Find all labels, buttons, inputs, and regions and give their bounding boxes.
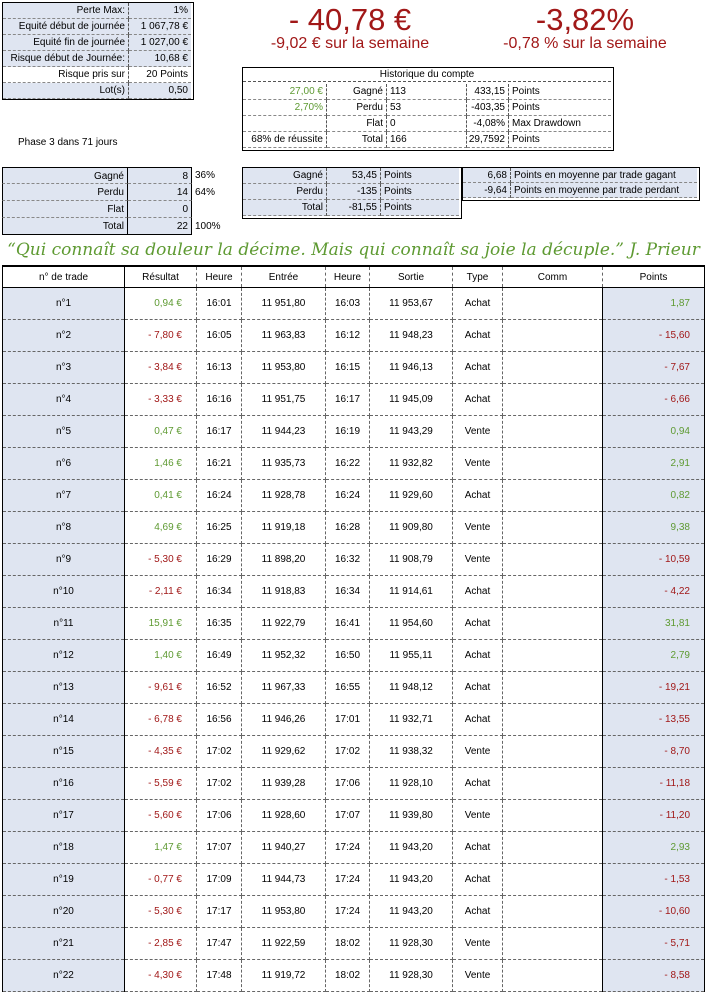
trade-time-in: 16:13 bbox=[197, 352, 242, 384]
history-count: 53 bbox=[387, 100, 467, 116]
trade-type: Achat bbox=[453, 864, 503, 896]
table-row bbox=[3, 352, 705, 384]
header-trade-number: n° de trade bbox=[3, 266, 125, 288]
trade-type: Achat bbox=[453, 480, 503, 512]
trade-exit: 11 946,13 bbox=[370, 352, 453, 384]
table-row bbox=[3, 416, 705, 448]
history-value: 433,15 bbox=[467, 84, 509, 100]
trade-time-out: 16:22 bbox=[326, 448, 370, 480]
trade-result: - 9,61 € bbox=[125, 672, 197, 704]
trade-type: Achat bbox=[453, 320, 503, 352]
trade-time-in: 16:49 bbox=[197, 640, 242, 672]
table-row bbox=[3, 800, 705, 832]
count-value: 14 bbox=[128, 184, 192, 201]
count-value: 8 bbox=[128, 167, 192, 184]
table-row bbox=[3, 704, 705, 736]
trade-exit: 11 932,82 bbox=[370, 448, 453, 480]
trade-exit: 11 938,32 bbox=[370, 736, 453, 768]
trade-comm bbox=[503, 704, 603, 736]
table-row bbox=[3, 864, 705, 896]
trade-points: 2,93 bbox=[603, 832, 705, 864]
trade-exit: 11 943,20 bbox=[370, 864, 453, 896]
trade-time-out: 16:41 bbox=[326, 608, 370, 640]
trade-comm bbox=[503, 736, 603, 768]
count-label: Perdu bbox=[2, 184, 128, 201]
trade-entry: 11 967,33 bbox=[242, 672, 326, 704]
trade-exit: 11 953,67 bbox=[370, 288, 453, 320]
count-label: Flat bbox=[2, 201, 128, 218]
trade-points: 0,82 bbox=[603, 480, 705, 512]
trade-time-in: 17:09 bbox=[197, 864, 242, 896]
table-row bbox=[3, 512, 705, 544]
trade-number: n°17 bbox=[3, 800, 125, 832]
trade-time-in: 16:01 bbox=[197, 288, 242, 320]
trade-time-in: 17:47 bbox=[197, 928, 242, 960]
count-value: 22 bbox=[128, 218, 192, 235]
trade-exit: 11 939,80 bbox=[370, 800, 453, 832]
trade-type: Achat bbox=[453, 352, 503, 384]
table-row bbox=[3, 896, 705, 928]
trade-points: 2,91 bbox=[603, 448, 705, 480]
trade-result: - 2,11 € bbox=[125, 576, 197, 608]
history-count: 113 bbox=[387, 84, 467, 100]
trade-comm bbox=[503, 480, 603, 512]
trade-exit: 11 954,60 bbox=[370, 608, 453, 640]
trade-type: Achat bbox=[453, 576, 503, 608]
table-row bbox=[3, 384, 705, 416]
trade-entry: 11 939,28 bbox=[242, 768, 326, 800]
trade-time-out: 16:15 bbox=[326, 352, 370, 384]
trade-result: - 5,59 € bbox=[125, 768, 197, 800]
trade-comm bbox=[503, 960, 603, 992]
trade-time-in: 16:52 bbox=[197, 672, 242, 704]
trade-number: n°11 bbox=[3, 608, 125, 640]
trade-type: Vente bbox=[453, 800, 503, 832]
history-count: 166 bbox=[387, 132, 467, 148]
trade-exit: 11 943,20 bbox=[370, 832, 453, 864]
trade-result: - 6,78 € bbox=[125, 704, 197, 736]
trade-entry: 11 946,26 bbox=[242, 704, 326, 736]
points-unit: Points bbox=[381, 184, 459, 200]
trade-exit: 11 928,30 bbox=[370, 928, 453, 960]
trade-result: - 4,35 € bbox=[125, 736, 197, 768]
trade-comm bbox=[503, 512, 603, 544]
trade-points: 2,79 bbox=[603, 640, 705, 672]
trade-time-in: 16:16 bbox=[197, 384, 242, 416]
trade-result: 4,69 € bbox=[125, 512, 197, 544]
points-value: -135 bbox=[327, 184, 381, 200]
trade-result: 1,40 € bbox=[125, 640, 197, 672]
header-comm: Comm bbox=[503, 266, 603, 288]
trade-points: 1,87 bbox=[603, 288, 705, 320]
trade-points: - 10,59 bbox=[603, 544, 705, 576]
trade-comm bbox=[503, 352, 603, 384]
trade-number: n°3 bbox=[3, 352, 125, 384]
trade-number: n°8 bbox=[3, 512, 125, 544]
trade-type: Vente bbox=[453, 416, 503, 448]
trade-comm bbox=[503, 544, 603, 576]
trade-time-in: 16:56 bbox=[197, 704, 242, 736]
account-history bbox=[242, 67, 614, 151]
trade-number: n°12 bbox=[3, 640, 125, 672]
trade-time-out: 17:06 bbox=[326, 768, 370, 800]
trade-entry: 11 898,20 bbox=[242, 544, 326, 576]
header-entry: Entrée bbox=[242, 266, 326, 288]
trade-comm bbox=[503, 768, 603, 800]
trade-comm bbox=[503, 832, 603, 864]
trade-comm bbox=[503, 640, 603, 672]
week-percent: -0,78 % sur la semaine bbox=[503, 35, 667, 52]
trade-number: n°10 bbox=[3, 576, 125, 608]
points-label: Perdu bbox=[243, 184, 327, 200]
points-unit: Points bbox=[381, 168, 459, 184]
trade-entry: 11 951,75 bbox=[242, 384, 326, 416]
trade-result: - 2,85 € bbox=[125, 928, 197, 960]
trade-result: - 0,77 € bbox=[125, 864, 197, 896]
trade-time-in: 17:02 bbox=[197, 736, 242, 768]
trade-time-out: 16:50 bbox=[326, 640, 370, 672]
trade-number: n°4 bbox=[3, 384, 125, 416]
table-row bbox=[3, 544, 705, 576]
trade-points: 9,38 bbox=[603, 512, 705, 544]
trade-entry: 11 928,78 bbox=[242, 480, 326, 512]
history-value: -403,35 bbox=[467, 100, 509, 116]
trade-exit: 11 948,12 bbox=[370, 672, 453, 704]
trade-points: - 11,18 bbox=[603, 768, 705, 800]
trade-number: n°5 bbox=[3, 416, 125, 448]
trade-type: Vente bbox=[453, 512, 503, 544]
header-result: Résultat bbox=[125, 266, 197, 288]
trade-time-in: 17:07 bbox=[197, 832, 242, 864]
trade-type: Achat bbox=[453, 704, 503, 736]
table-row bbox=[3, 768, 705, 800]
points-label: Gagné bbox=[243, 168, 327, 184]
trade-result: - 5,30 € bbox=[125, 544, 197, 576]
trade-time-out: 16:34 bbox=[326, 576, 370, 608]
history-label: Gagné bbox=[327, 84, 387, 100]
trade-result: 1,47 € bbox=[125, 832, 197, 864]
trade-number: n°15 bbox=[3, 736, 125, 768]
trade-exit: 11 932,71 bbox=[370, 704, 453, 736]
trade-time-out: 17:24 bbox=[326, 832, 370, 864]
trade-result: - 4,30 € bbox=[125, 960, 197, 992]
trade-points: - 15,60 bbox=[603, 320, 705, 352]
trade-number: n°14 bbox=[3, 704, 125, 736]
trade-exit: 11 948,23 bbox=[370, 320, 453, 352]
averages-box bbox=[462, 167, 700, 201]
trade-points: - 13,55 bbox=[603, 704, 705, 736]
summary-points bbox=[242, 167, 462, 219]
trade-entry: 11 952,32 bbox=[242, 640, 326, 672]
setting-label: Risque pris sur bbox=[3, 67, 129, 83]
trade-entry: 11 922,59 bbox=[242, 928, 326, 960]
trade-comm bbox=[503, 896, 603, 928]
day-percent: -3,82% bbox=[535, 2, 635, 37]
trade-comm bbox=[503, 416, 603, 448]
setting-value: 20 Points bbox=[129, 67, 191, 83]
settings-panel bbox=[2, 2, 194, 100]
trade-time-in: 16:35 bbox=[197, 608, 242, 640]
setting-label: Equité fin de journée bbox=[3, 35, 129, 51]
trade-type: Vente bbox=[453, 736, 503, 768]
history-title: Historique du compte bbox=[243, 68, 611, 82]
trade-result: 0,41 € bbox=[125, 480, 197, 512]
setting-label: Equité début de journée bbox=[3, 19, 129, 35]
header-exit: Sortie bbox=[370, 266, 453, 288]
setting-value: 1% bbox=[129, 3, 191, 19]
history-unit: Points bbox=[509, 132, 611, 148]
trade-type: Achat bbox=[453, 896, 503, 928]
day-amount: - 40,78 € bbox=[288, 2, 412, 37]
table-row bbox=[3, 672, 705, 704]
trade-time-out: 16:32 bbox=[326, 544, 370, 576]
setting-value: 1 027,00 € bbox=[129, 35, 191, 51]
trade-comm bbox=[503, 608, 603, 640]
trade-time-out: 16:03 bbox=[326, 288, 370, 320]
trade-comm bbox=[503, 448, 603, 480]
trade-number: n°7 bbox=[3, 480, 125, 512]
history-stat: 27,00 € bbox=[243, 84, 327, 100]
trade-comm bbox=[503, 800, 603, 832]
avg-value: -9,64 bbox=[463, 183, 511, 198]
trade-time-out: 16:17 bbox=[326, 384, 370, 416]
trade-number: n°6 bbox=[3, 448, 125, 480]
history-label: Flat bbox=[327, 116, 387, 132]
trade-time-out: 16:12 bbox=[326, 320, 370, 352]
trade-time-in: 16:25 bbox=[197, 512, 242, 544]
header-points: Points bbox=[603, 266, 705, 288]
trade-exit: 11 928,30 bbox=[370, 960, 453, 992]
trade-time-in: 17:02 bbox=[197, 768, 242, 800]
trade-time-out: 18:02 bbox=[326, 928, 370, 960]
trade-points: - 5,71 bbox=[603, 928, 705, 960]
header-type: Type bbox=[453, 266, 503, 288]
trade-number: n°21 bbox=[3, 928, 125, 960]
trade-time-out: 18:02 bbox=[326, 960, 370, 992]
trade-time-in: 16:29 bbox=[197, 544, 242, 576]
trade-result: - 7,80 € bbox=[125, 320, 197, 352]
points-unit: Points bbox=[381, 200, 459, 216]
trade-points: - 8,58 bbox=[603, 960, 705, 992]
trade-entry: 11 940,27 bbox=[242, 832, 326, 864]
trade-entry: 11 953,80 bbox=[242, 896, 326, 928]
header-time-out: Heure bbox=[326, 266, 370, 288]
trade-result: 0,94 € bbox=[125, 288, 197, 320]
trade-number: n°2 bbox=[3, 320, 125, 352]
trade-type: Vente bbox=[453, 928, 503, 960]
trade-time-in: 16:05 bbox=[197, 320, 242, 352]
trade-type: Achat bbox=[453, 608, 503, 640]
trade-points: - 19,21 bbox=[603, 672, 705, 704]
trade-entry: 11 935,73 bbox=[242, 448, 326, 480]
trade-time-out: 17:24 bbox=[326, 864, 370, 896]
history-label: Perdu bbox=[327, 100, 387, 116]
trade-number: n°13 bbox=[3, 672, 125, 704]
trade-points: - 7,67 bbox=[603, 352, 705, 384]
trade-entry: 11 951,80 bbox=[242, 288, 326, 320]
table-row bbox=[3, 608, 705, 640]
history-value: 29,7592 bbox=[467, 132, 509, 148]
trade-number: n°18 bbox=[3, 832, 125, 864]
history-unit: Max Drawdown bbox=[509, 116, 611, 132]
trade-number: n°19 bbox=[3, 864, 125, 896]
trade-type: Vente bbox=[453, 448, 503, 480]
trade-exit: 11 955,11 bbox=[370, 640, 453, 672]
trade-result: - 3,84 € bbox=[125, 352, 197, 384]
history-label: Total bbox=[327, 132, 387, 148]
trade-result: - 3,33 € bbox=[125, 384, 197, 416]
trade-time-in: 16:24 bbox=[197, 480, 242, 512]
setting-label: Lot(s) bbox=[3, 83, 129, 99]
table-row bbox=[3, 928, 705, 960]
trade-entry: 11 944,73 bbox=[242, 864, 326, 896]
quote: “Qui connaît sa douleur la décime. Mais qui connaît sa joie la décuple.” J. Prieur bbox=[7, 240, 700, 260]
trade-type: Achat bbox=[453, 640, 503, 672]
trade-entry: 11 919,72 bbox=[242, 960, 326, 992]
count-pct: 64% bbox=[195, 187, 216, 198]
table-row bbox=[3, 320, 705, 352]
trade-result: - 5,30 € bbox=[125, 896, 197, 928]
trade-type: Achat bbox=[453, 768, 503, 800]
trade-type: Achat bbox=[453, 384, 503, 416]
trade-exit: 11 945,09 bbox=[370, 384, 453, 416]
trade-exit: 11 909,80 bbox=[370, 512, 453, 544]
trade-exit: 11 943,29 bbox=[370, 416, 453, 448]
count-pct: 36% bbox=[195, 170, 216, 181]
trade-entry: 11 963,83 bbox=[242, 320, 326, 352]
trade-exit: 11 914,61 bbox=[370, 576, 453, 608]
setting-value: 0,50 bbox=[129, 83, 191, 99]
trade-comm bbox=[503, 320, 603, 352]
trade-points: - 8,70 bbox=[603, 736, 705, 768]
trade-points: - 4,22 bbox=[603, 576, 705, 608]
avg-label: Points en moyenne par trade gagant bbox=[511, 168, 697, 183]
trade-exit: 11 929,60 bbox=[370, 480, 453, 512]
trade-exit: 11 908,79 bbox=[370, 544, 453, 576]
trade-time-out: 17:07 bbox=[326, 800, 370, 832]
points-label: Total bbox=[243, 200, 327, 216]
trade-time-in: 17:17 bbox=[197, 896, 242, 928]
trade-points: 0,94 bbox=[603, 416, 705, 448]
setting-value: 1 067,78 € bbox=[129, 19, 191, 35]
setting-value: 10,68 € bbox=[129, 51, 191, 67]
trade-time-in: 17:06 bbox=[197, 800, 242, 832]
trade-number: n°22 bbox=[3, 960, 125, 992]
trade-number: n°16 bbox=[3, 768, 125, 800]
trade-time-out: 17:24 bbox=[326, 896, 370, 928]
trade-result: - 5,60 € bbox=[125, 800, 197, 832]
trade-time-in: 17:48 bbox=[197, 960, 242, 992]
trade-points: - 1,53 bbox=[603, 864, 705, 896]
trade-comm bbox=[503, 384, 603, 416]
trade-number: n°20 bbox=[3, 896, 125, 928]
header-time-in: Heure bbox=[197, 266, 242, 288]
trade-entry: 11 919,18 bbox=[242, 512, 326, 544]
table-row bbox=[3, 480, 705, 512]
trade-type: Achat bbox=[453, 288, 503, 320]
trade-points: - 11,20 bbox=[603, 800, 705, 832]
table-row bbox=[3, 736, 705, 768]
phase-text: Phase 3 dans 71 jours bbox=[18, 137, 118, 148]
trade-type: Vente bbox=[453, 960, 503, 992]
setting-label: Risque début de Journée: bbox=[3, 51, 129, 67]
count-pct bbox=[192, 201, 232, 218]
table-row bbox=[3, 832, 705, 864]
trade-comm bbox=[503, 576, 603, 608]
trade-time-in: 16:21 bbox=[197, 448, 242, 480]
week-amount: -9,02 € sur la semaine bbox=[270, 35, 430, 52]
count-pct: 100% bbox=[195, 221, 221, 232]
trade-time-in: 16:34 bbox=[197, 576, 242, 608]
history-stat: 2,70% bbox=[243, 100, 327, 116]
history-count: 0 bbox=[387, 116, 467, 132]
trade-points: - 6,66 bbox=[603, 384, 705, 416]
trade-points: - 10,60 bbox=[603, 896, 705, 928]
trade-number: n°9 bbox=[3, 544, 125, 576]
trade-entry: 11 922,79 bbox=[242, 608, 326, 640]
trade-result: 15,91 € bbox=[125, 608, 197, 640]
avg-label: Points en moyenne par trade perdant bbox=[511, 183, 697, 198]
trade-entry: 11 953,80 bbox=[242, 352, 326, 384]
table-row bbox=[3, 960, 705, 992]
points-value: 53,45 bbox=[327, 168, 381, 184]
trade-entry: 11 929,62 bbox=[242, 736, 326, 768]
trade-comm bbox=[503, 672, 603, 704]
trade-time-out: 16:19 bbox=[326, 416, 370, 448]
trade-points: 31,81 bbox=[603, 608, 705, 640]
trade-time-out: 16:24 bbox=[326, 480, 370, 512]
trade-comm bbox=[503, 864, 603, 896]
trade-entry: 11 928,60 bbox=[242, 800, 326, 832]
trade-time-in: 16:17 bbox=[197, 416, 242, 448]
trade-comm bbox=[503, 288, 603, 320]
history-stat: 68% de réussite bbox=[243, 132, 327, 148]
trade-time-out: 17:02 bbox=[326, 736, 370, 768]
trade-time-out: 16:28 bbox=[326, 512, 370, 544]
history-unit: Points bbox=[509, 100, 611, 116]
trade-time-out: 16:55 bbox=[326, 672, 370, 704]
table-row bbox=[3, 640, 705, 672]
trade-type: Achat bbox=[453, 672, 503, 704]
trade-number: n°1 bbox=[3, 288, 125, 320]
trade-time-out: 17:01 bbox=[326, 704, 370, 736]
table-row bbox=[3, 576, 705, 608]
table-row bbox=[3, 288, 705, 320]
history-stat bbox=[243, 116, 327, 132]
trade-comm bbox=[503, 928, 603, 960]
trades-table bbox=[2, 265, 705, 992]
history-unit: Points bbox=[509, 84, 611, 100]
points-value: -81,55 bbox=[327, 200, 381, 216]
history-value: -4,08% bbox=[467, 116, 509, 132]
trade-result: 0,47 € bbox=[125, 416, 197, 448]
setting-label: Perte Max: bbox=[3, 3, 129, 19]
trade-exit: 11 943,20 bbox=[370, 896, 453, 928]
avg-value: 6,68 bbox=[463, 168, 511, 183]
trade-exit: 11 928,10 bbox=[370, 768, 453, 800]
summary-counts bbox=[2, 167, 221, 235]
trade-type: Vente bbox=[453, 544, 503, 576]
trade-type: Achat bbox=[453, 832, 503, 864]
count-value: 0 bbox=[128, 201, 192, 218]
count-label: Total bbox=[2, 218, 128, 235]
trade-result: 1,46 € bbox=[125, 448, 197, 480]
trade-entry: 11 944,23 bbox=[242, 416, 326, 448]
table-row bbox=[3, 448, 705, 480]
trade-entry: 11 918,83 bbox=[242, 576, 326, 608]
count-label: Gagné bbox=[2, 167, 128, 184]
